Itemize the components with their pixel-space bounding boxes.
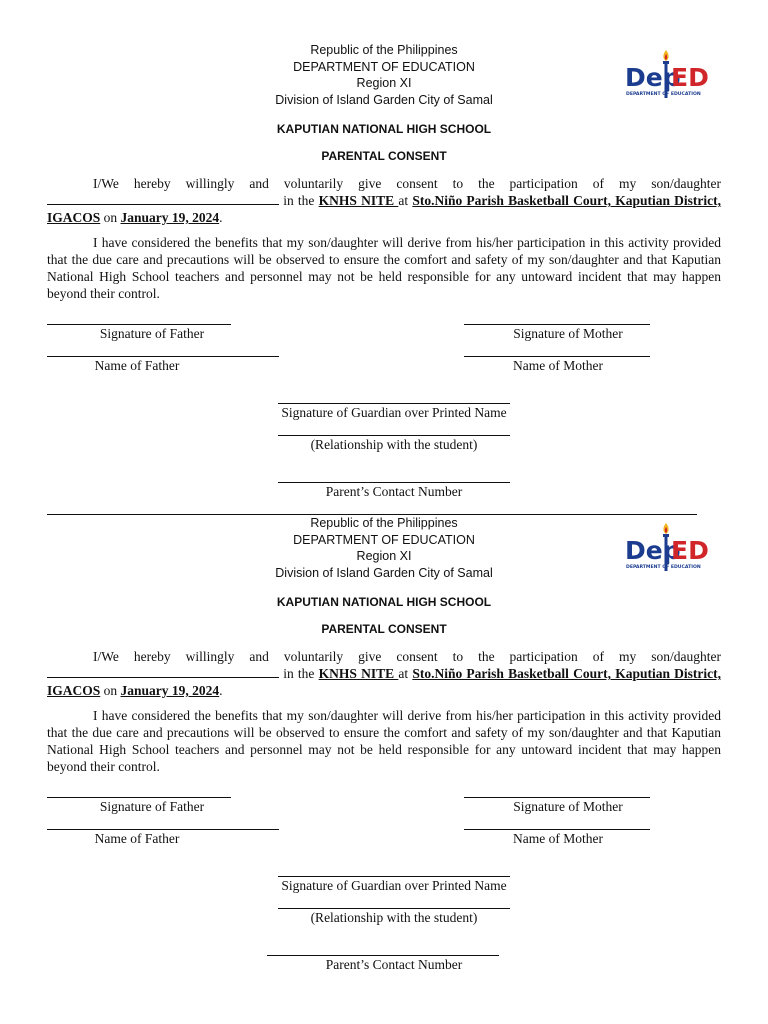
relationship-label: (Relationship with the student) bbox=[310, 910, 478, 925]
child-name-blank[interactable] bbox=[47, 665, 279, 678]
father-signature-line[interactable] bbox=[47, 797, 231, 798]
logo-caption: DEPARTMENT OF EDUCATION bbox=[626, 92, 701, 97]
letterhead-region: Region XI bbox=[356, 549, 412, 563]
mother-name-line[interactable] bbox=[464, 356, 650, 357]
logo-ed-text: ED bbox=[671, 536, 709, 565]
guardian-signature-line[interactable] bbox=[278, 403, 510, 404]
form-title: PARENTAL CONSENT bbox=[321, 622, 447, 636]
father-name-label: Name of Father bbox=[94, 831, 180, 846]
consent-paragraph: I/We hereby willingly and voluntarily give consent to the participation of my son/daughter in the KNHS NITE at Sto.Niño Parish Basketball Court, Kaputian District, IGACOS on January 19, 2024. bbox=[47, 649, 722, 698]
letterhead-division: Division of Island Garden City of Samal bbox=[275, 565, 493, 580]
guardian-signature-label: Signature of Guardian over Printed Name bbox=[281, 405, 507, 420]
relationship-line[interactable] bbox=[278, 435, 510, 436]
mother-name-line[interactable] bbox=[464, 829, 650, 830]
logo-dep-text: Dep bbox=[625, 63, 681, 92]
school-name: KAPUTIAN NATIONAL HIGH SCHOOL bbox=[276, 122, 492, 136]
father-signature-label: Signature of Father bbox=[99, 799, 205, 814]
contact-number-label: Parent’s Contact Number bbox=[325, 484, 463, 499]
father-name-label: Name of Father bbox=[94, 358, 180, 373]
letterhead-republic: Republic of the Philippines bbox=[310, 43, 458, 57]
relationship-line[interactable] bbox=[278, 908, 510, 909]
event-name: KNHS NITE bbox=[318, 666, 399, 681]
mother-signature-line[interactable] bbox=[464, 324, 650, 325]
father-name-line[interactable] bbox=[47, 356, 279, 357]
mother-signature-label: Signature of Mother bbox=[513, 799, 623, 814]
event-date: January 19, 2024 bbox=[120, 683, 220, 698]
mother-signature-line[interactable] bbox=[464, 797, 650, 798]
logo-dep-text: Dep bbox=[625, 536, 681, 565]
letterhead-department: DEPARTMENT OF EDUCATION bbox=[293, 59, 475, 74]
consent-intro: I/We hereby willingly and voluntarily give consent to the participation of my son/daughter bbox=[93, 176, 721, 191]
relationship-label: (Relationship with the student) bbox=[310, 437, 478, 452]
consent-paragraph: I/We hereby willingly and voluntarily give consent to the participation of my son/daughter in the KNHS NITE at Sto.Niño Parish Basketball Court, Kaputian District, IGACOS on January 19, 2024. bbox=[47, 176, 722, 225]
logo-ed-text: ED bbox=[671, 63, 709, 92]
logo-caption: DEPARTMENT OF EDUCATION bbox=[626, 565, 701, 570]
form-title: PARENTAL CONSENT bbox=[321, 149, 447, 163]
deped-logo bbox=[622, 519, 722, 579]
event-venue: Sto.Niño Parish Basketball Court, Kaputian District, IGACOS bbox=[47, 666, 722, 698]
letterhead-division: Division of Island Garden City of Samal bbox=[275, 92, 493, 107]
event-venue: Sto.Niño Parish Basketball Court, Kaputian District, IGACOS bbox=[47, 193, 722, 225]
letterhead-republic: Republic of the Philippines bbox=[310, 516, 458, 530]
letterhead-department: DEPARTMENT OF EDUCATION bbox=[293, 532, 475, 547]
mother-signature-label: Signature of Mother bbox=[513, 326, 623, 341]
considered-paragraph: I have considered the benefits that my son/daughter will derive from his/her participation in this activity provided that the due care and precautions will be observed to ensure the comfort and safety of my son/daughter and that Kaputian National High School teachers and personnel may not be held responsible for any untoward incident that may happen beyond their control. bbox=[47, 708, 721, 774]
school-name: KAPUTIAN NATIONAL HIGH SCHOOL bbox=[276, 595, 492, 609]
deped-logo bbox=[622, 46, 722, 106]
guardian-signature-label: Signature of Guardian over Printed Name bbox=[281, 878, 507, 893]
father-signature-label: Signature of Father bbox=[99, 326, 205, 341]
event-date: January 19, 2024 bbox=[120, 210, 220, 225]
child-name-blank[interactable] bbox=[47, 192, 279, 205]
guardian-signature-line[interactable] bbox=[278, 876, 510, 877]
contact-number-label: Parent’s Contact Number bbox=[325, 957, 463, 972]
event-name: KNHS NITE bbox=[318, 193, 399, 208]
father-name-line[interactable] bbox=[47, 829, 279, 830]
contact-number-line[interactable] bbox=[267, 955, 499, 956]
contact-number-line[interactable] bbox=[278, 482, 510, 483]
consent-form-top bbox=[0, 42, 768, 512]
consent-intro: I/We hereby willingly and voluntarily give consent to the participation of my son/daughter bbox=[93, 649, 721, 664]
letterhead-region: Region XI bbox=[356, 76, 412, 90]
consent-form-bottom bbox=[0, 515, 768, 985]
considered-paragraph: I have considered the benefits that my son/daughter will derive from his/her participation in this activity provided that the due care and precautions will be observed to ensure the comfort and safety of my son/daughter and that Kaputian National High School teachers and personnel may not be held responsible for any untoward incident that may happen beyond their control. bbox=[47, 235, 721, 301]
mother-name-label: Name of Mother bbox=[513, 358, 603, 373]
father-signature-line[interactable] bbox=[47, 324, 231, 325]
mother-name-label: Name of Mother bbox=[513, 831, 603, 846]
